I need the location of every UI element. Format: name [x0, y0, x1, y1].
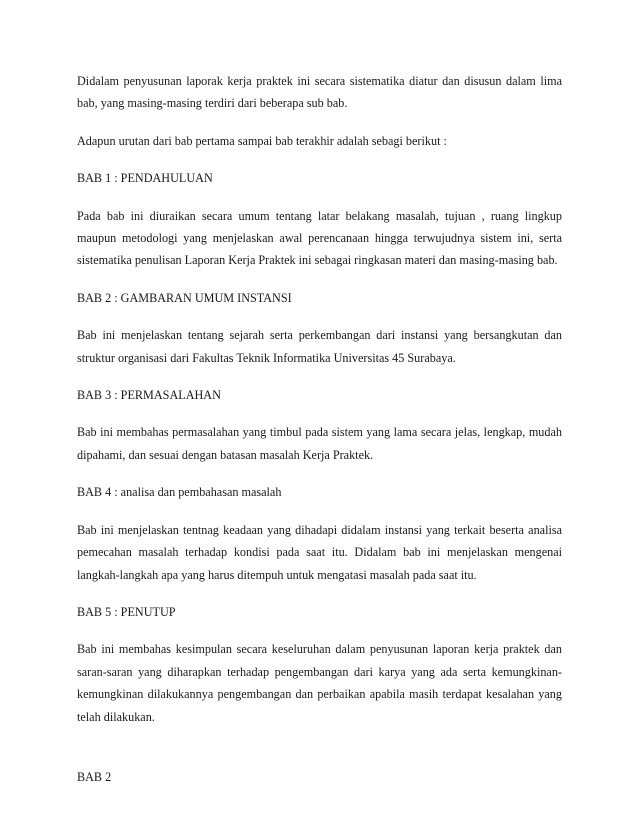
section-body-bab-3: Bab ini membahas permasalahan yang timbul pada sistem yang lama secara jelas, lengkap, mudah dipahami, dan sesuai dengan batasan masalah Kerja Praktek.: [77, 425, 562, 462]
intro-sentence: Adapun urutan dari bab pertama sampai bab terakhir adalah sebagi berikut :: [77, 133, 447, 148]
section-body-bab-4: Bab ini menjelaskan tentnag keadaan yang dihadapi didalam instansi yang terkait beserta analisa pemecahan masalah terhadap kondisi pada saat itu. Didalam bab ini menjelaskan mengenai langkah-langkah apa yang harus ditempuh untuk mengatasi masalah pada saat itu.: [77, 522, 562, 582]
section-heading-bab-2: BAB 2 : GAMBARAN UMUM INSTANSI: [77, 290, 292, 305]
document-body: [77, 70, 562, 803]
section-heading-bab-4: BAB 4 : analisa dan pembahasan masalah: [77, 485, 282, 500]
section-body-bab-1: Pada bab ini diuraikan secara umum tentang latar belakang masalah, tujuan , ruang lingkup maupun metodologi yang menjelaskan awal perencanaan hingga terwujudnya sistem ini, serta sistematika penulisan Laporan Kerja Praktek ini sebagai ringkasan materi dan masing-masing bab.: [77, 208, 562, 268]
section-heading-bab-5: BAB 5 : PENUTUP: [77, 604, 176, 619]
closing-heading: BAB 2: [77, 769, 112, 784]
section-body-bab-2: Bab ini menjelaskan tentang sejarah serta perkembangan dari instansi yang bersangkutan dan struktur organisasi dari Fakultas Teknik Informatika Universitas 45 Surabaya.: [77, 328, 562, 365]
section-body-bab-5: Bab ini membahas kesimpulan secara keseluruhan dalam penyusunan laporan kerja praktek dan saran-saran yang diharapkan terhadap pengembangan dari karya yang ada serta kemungkinan-kemungkinan dilakukannya pengembangan dan perbaikan apabila masih terdapat kesalahan yang telah dilakukan.: [77, 642, 562, 724]
section-heading-bab-1: BAB 1 : PENDAHULUAN: [77, 171, 213, 186]
intro-paragraph: Didalam penyusunan laporak kerja praktek ini secara sistematika diatur dan disusun dalam lima bab, yang masing-masing terdiri dari beberapa sub bab.: [77, 74, 562, 111]
section-heading-bab-3: BAB 3 : PERMASALAHAN: [77, 388, 221, 403]
